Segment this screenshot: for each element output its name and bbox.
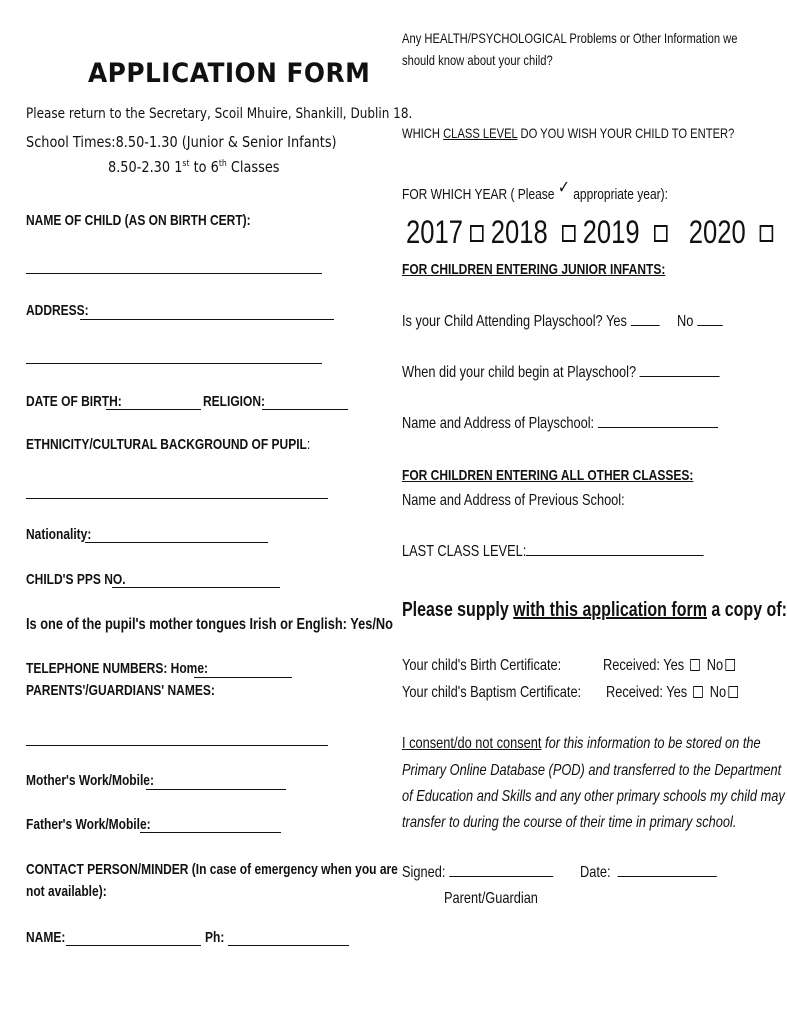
signed-label: Signed: [402,864,553,882]
playschool-no-field[interactable] [697,324,723,326]
health-question-2: should know about your child? [402,52,553,68]
year-2020-label: 2020 [688,214,746,250]
religion-field[interactable] [262,408,348,410]
baptism-cert-yes-checkbox[interactable] [693,686,703,698]
year-2017-checkbox[interactable] [470,225,484,242]
birth-cert-yes-checkbox[interactable] [690,659,700,671]
fathers-work-field[interactable] [140,831,281,833]
fathers-work-label: Father's Work/Mobile: [26,816,151,833]
last-class-level-field[interactable] [526,554,704,556]
playschool-begin-field[interactable] [640,375,720,377]
nationality-field[interactable] [85,541,268,543]
address-label: ADDRESS: [26,302,89,319]
school-times-classes: 8.50-2.30 1st to 6th Classes [108,158,280,176]
year-2019-label: 2019 [582,214,640,250]
pps-field[interactable] [112,586,280,588]
birth-cert-no-checkbox[interactable] [726,659,736,671]
supply-heading: Please supply with this application form a copy of: [402,599,787,621]
year-2019-checkbox[interactable] [654,225,668,242]
religion-label: RELIGION: [203,393,265,410]
contact-name-label: NAME: [26,929,66,946]
signature-field[interactable] [449,875,553,877]
last-class-level-label: LAST CLASS LEVEL: [402,543,704,561]
baptism-cert-label: Your child's Baptism Certificate: [402,684,582,701]
parents-names-label: PARENTS'/GUARDIANS' NAMES: [26,682,215,699]
contact-person-label: CONTACT PERSON/MINDER (In case of emergency when you are [26,861,398,878]
contact-phone-label: Ph: [205,929,225,946]
form-title: APPLICATION FORM [88,58,371,89]
contact-phone-field[interactable] [228,944,349,946]
year-2018-label: 2018 [490,214,548,250]
year-2017-label: 2017 [406,214,463,250]
health-question: Any HEALTH/PSYCHOLOGICAL Problems or Other Information we [402,30,738,46]
consent-statement-3: of Education and Skills and any other primary schools my child may [402,788,785,805]
nationality-label: Nationality: [26,526,92,543]
return-instructions: Please return to the Secretary, Scoil Mhuire, Shankill, Dublin 18. [26,106,413,122]
baptism-cert-received: Received: Yes No [606,684,738,702]
baptism-cert-no-checkbox[interactable] [729,686,739,698]
school-times: School Times:8.50-1.30 (Junior & Senior Infants) [26,133,337,151]
address-field-line-2[interactable] [26,362,322,364]
consent-statement: I consent/do not consent for this information to be stored on the [402,735,761,752]
consent-statement-4: transfer to during the course of their time in primary school. [402,814,737,831]
playschool-yes-field[interactable] [630,324,659,326]
year-2020-checkbox[interactable] [760,225,774,242]
birth-cert-label: Your child's Birth Certificate: [402,657,562,674]
date-field[interactable] [618,875,717,877]
playschool-begin-question: When did your child begin at Playschool? [402,364,720,382]
consent-statement-2: Primary Online Database (POD) and transferred to the Department [402,762,782,779]
playschool-question: Is your Child Attending Playschool? Yes No [402,313,723,331]
playschool-name-field[interactable] [598,426,718,428]
checkmark-icon: ✓ [557,177,570,198]
contact-person-label-2: not available): [26,883,107,900]
telephone-field[interactable] [194,676,292,678]
ethnicity-label: ETHNICITY/CULTURAL BACKGROUND OF PUPIL: [26,436,311,453]
consent-choice[interactable]: I consent/do not consent [402,735,542,752]
parents-names-field[interactable] [26,744,328,746]
pps-label: CHILD'S PPS NO. [26,571,126,588]
which-year-question: FOR WHICH YEAR ( Please ✓ appropriate year): [402,177,668,203]
address-field[interactable] [80,318,334,320]
year-options [406,214,774,251]
parent-guardian-label: Parent/Guardian [444,890,538,907]
junior-infants-heading: FOR CHILDREN ENTERING JUNIOR INFANTS: [402,261,666,278]
date-of-birth-label: DATE OF BIRTH: [26,393,122,410]
playschool-name-question: Name and Address of Playschool: [402,415,718,433]
year-2018-checkbox[interactable] [562,225,576,242]
date-label: Date: [580,864,717,882]
mother-tongue-question: Is one of the pupil's mother tongues Irish or English: Yes/No [26,616,393,633]
name-of-child-field[interactable] [26,272,322,274]
birth-cert-received: Received: Yes No [603,657,735,675]
telephone-label: TELEPHONE NUMBERS: Home: [26,660,209,677]
name-of-child-label: NAME OF CHILD (AS ON BIRTH CERT): [26,212,251,229]
mothers-work-field[interactable] [146,788,286,790]
date-of-birth-field[interactable] [106,408,201,410]
previous-school-label: Name and Address of Previous School: [402,492,625,509]
ethnicity-field[interactable] [26,497,328,499]
mothers-work-label: Mother's Work/Mobile: [26,772,154,789]
class-level-question: WHICH CLASS LEVEL DO YOU WISH YOUR CHILD TO ENTER? [402,125,735,141]
contact-name-field[interactable] [66,944,201,946]
other-classes-heading: FOR CHILDREN ENTERING ALL OTHER CLASSES: [402,467,694,484]
